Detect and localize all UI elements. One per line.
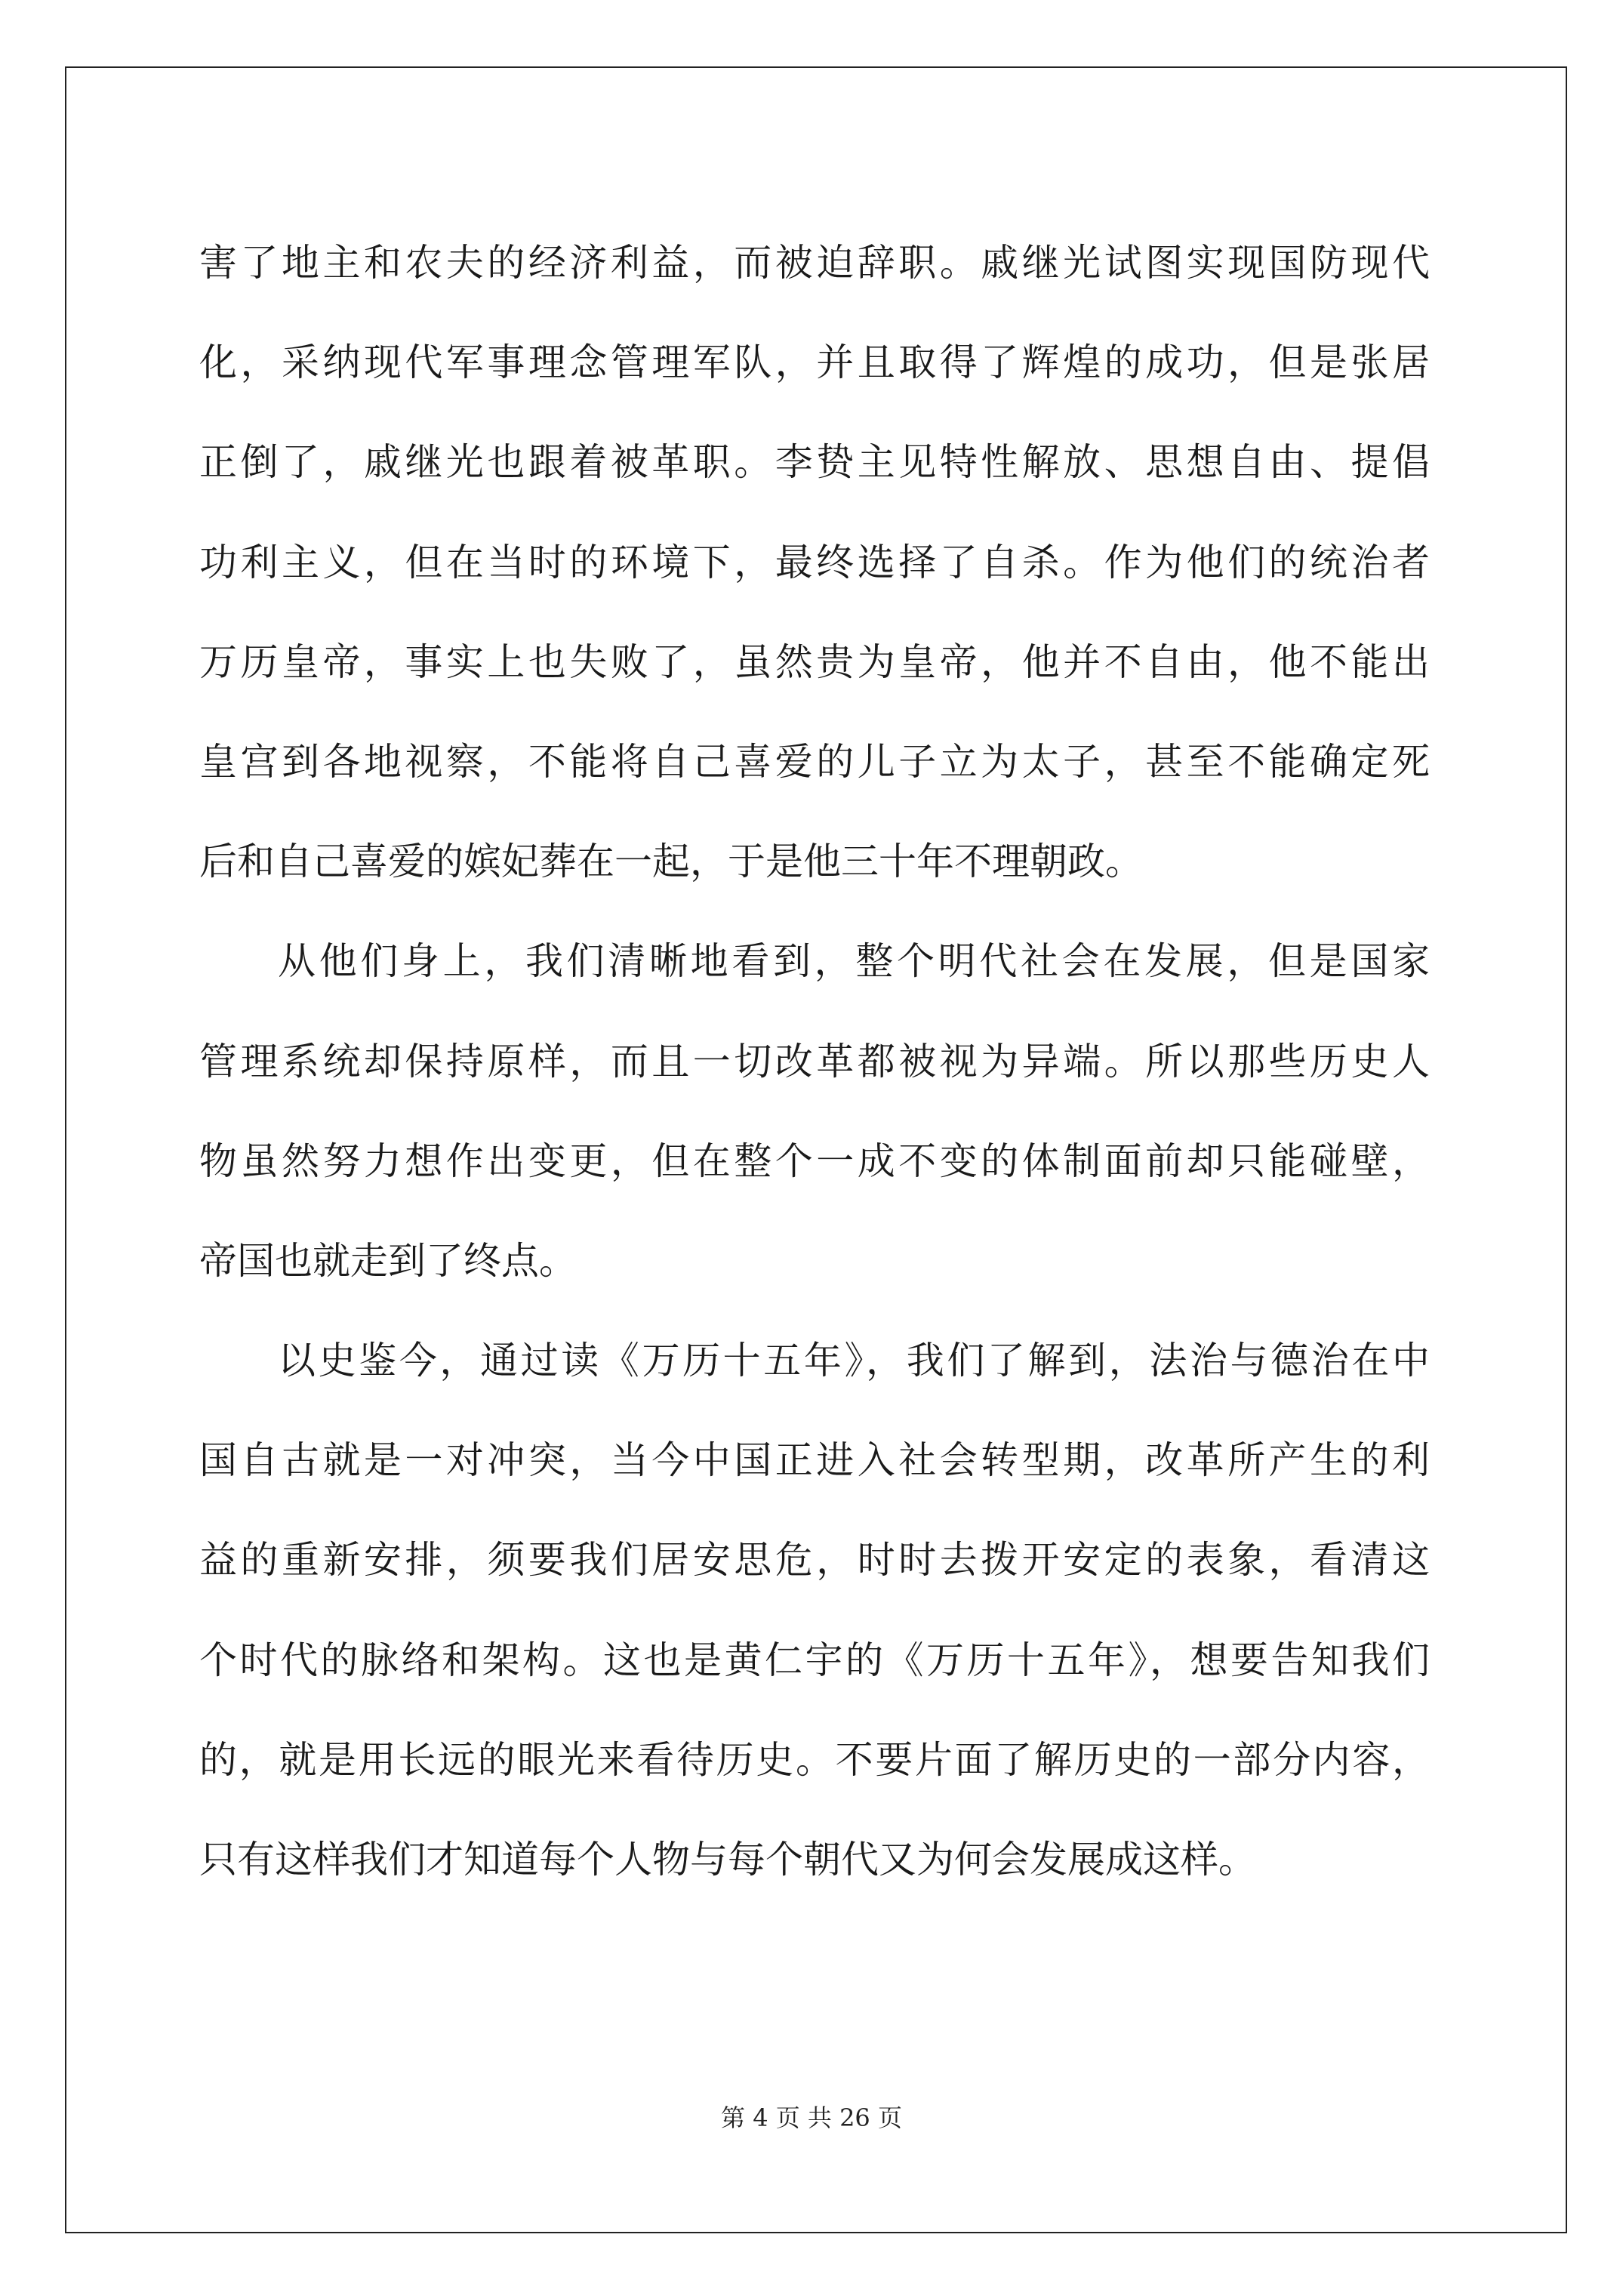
text-line: 害了地主和农夫的经济利益，而被迫辞职。戚继光试图实现国防现代 [199, 241, 1430, 285]
page-footer: 第 4 页 共 26 页 [721, 2103, 902, 2132]
text-line: 管理系统却保持原样，而且一切改革都被视为异端。所以那些历史人 [199, 1039, 1430, 1083]
text-line: 的，就是用长远的眼光来看待历史。不要片面了解历史的一部分内容， [199, 1737, 1430, 1782]
document-body [199, 213, 1430, 1909]
text-line: 以史鉴今，通过读《万历十五年》，我们了解到，法治与德治在中 [278, 1339, 1430, 1383]
text-line: 国自古就是一对冲突，当今中国正进入社会转型期，改革所产生的利 [199, 1438, 1430, 1483]
text-line: 物虽然努力想作出变更，但在整个一成不变的体制面前却只能碰壁， [199, 1139, 1430, 1183]
text-line: 只有这样我们才知道每个人物与每个朝代又为何会发展成这样。 [199, 1838, 1256, 1881]
text-line: 帝国也就走到了终点。 [199, 1238, 577, 1283]
text-line: 后和自己喜爱的嫔妃葬在一起，于是他三十年不理朝政。 [199, 840, 1143, 884]
text-line: 益的重新安排，须要我们居安思危，时时去拨开安定的表象，看清这 [199, 1538, 1430, 1583]
text-line: 正倒了，戚继光也跟着被革职。李贽主见特性解放、思想自由、提倡 [199, 440, 1430, 485]
text-line: 个时代的脉络和架构。这也是黄仁宇的《万历十五年》，想要告知我们 [199, 1638, 1430, 1682]
text-line: 皇宫到各地视察，不能将自己喜爱的儿子立为太子，甚至不能确定死 [199, 739, 1430, 784]
text-line: 功利主义，但在当时的环境下，最终选择了自杀。作为他们的统治者 [199, 540, 1430, 584]
text-line: 万历皇帝，事实上也失败了，虽然贵为皇帝，他并不自由，他不能出 [199, 639, 1430, 684]
text-line: 化，采纳现代军事理念管理军队，并且取得了辉煌的成功，但是张居 [199, 341, 1430, 385]
text-line: 从他们身上，我们清晰地看到，整个明代社会在发展，但是国家 [278, 939, 1430, 984]
